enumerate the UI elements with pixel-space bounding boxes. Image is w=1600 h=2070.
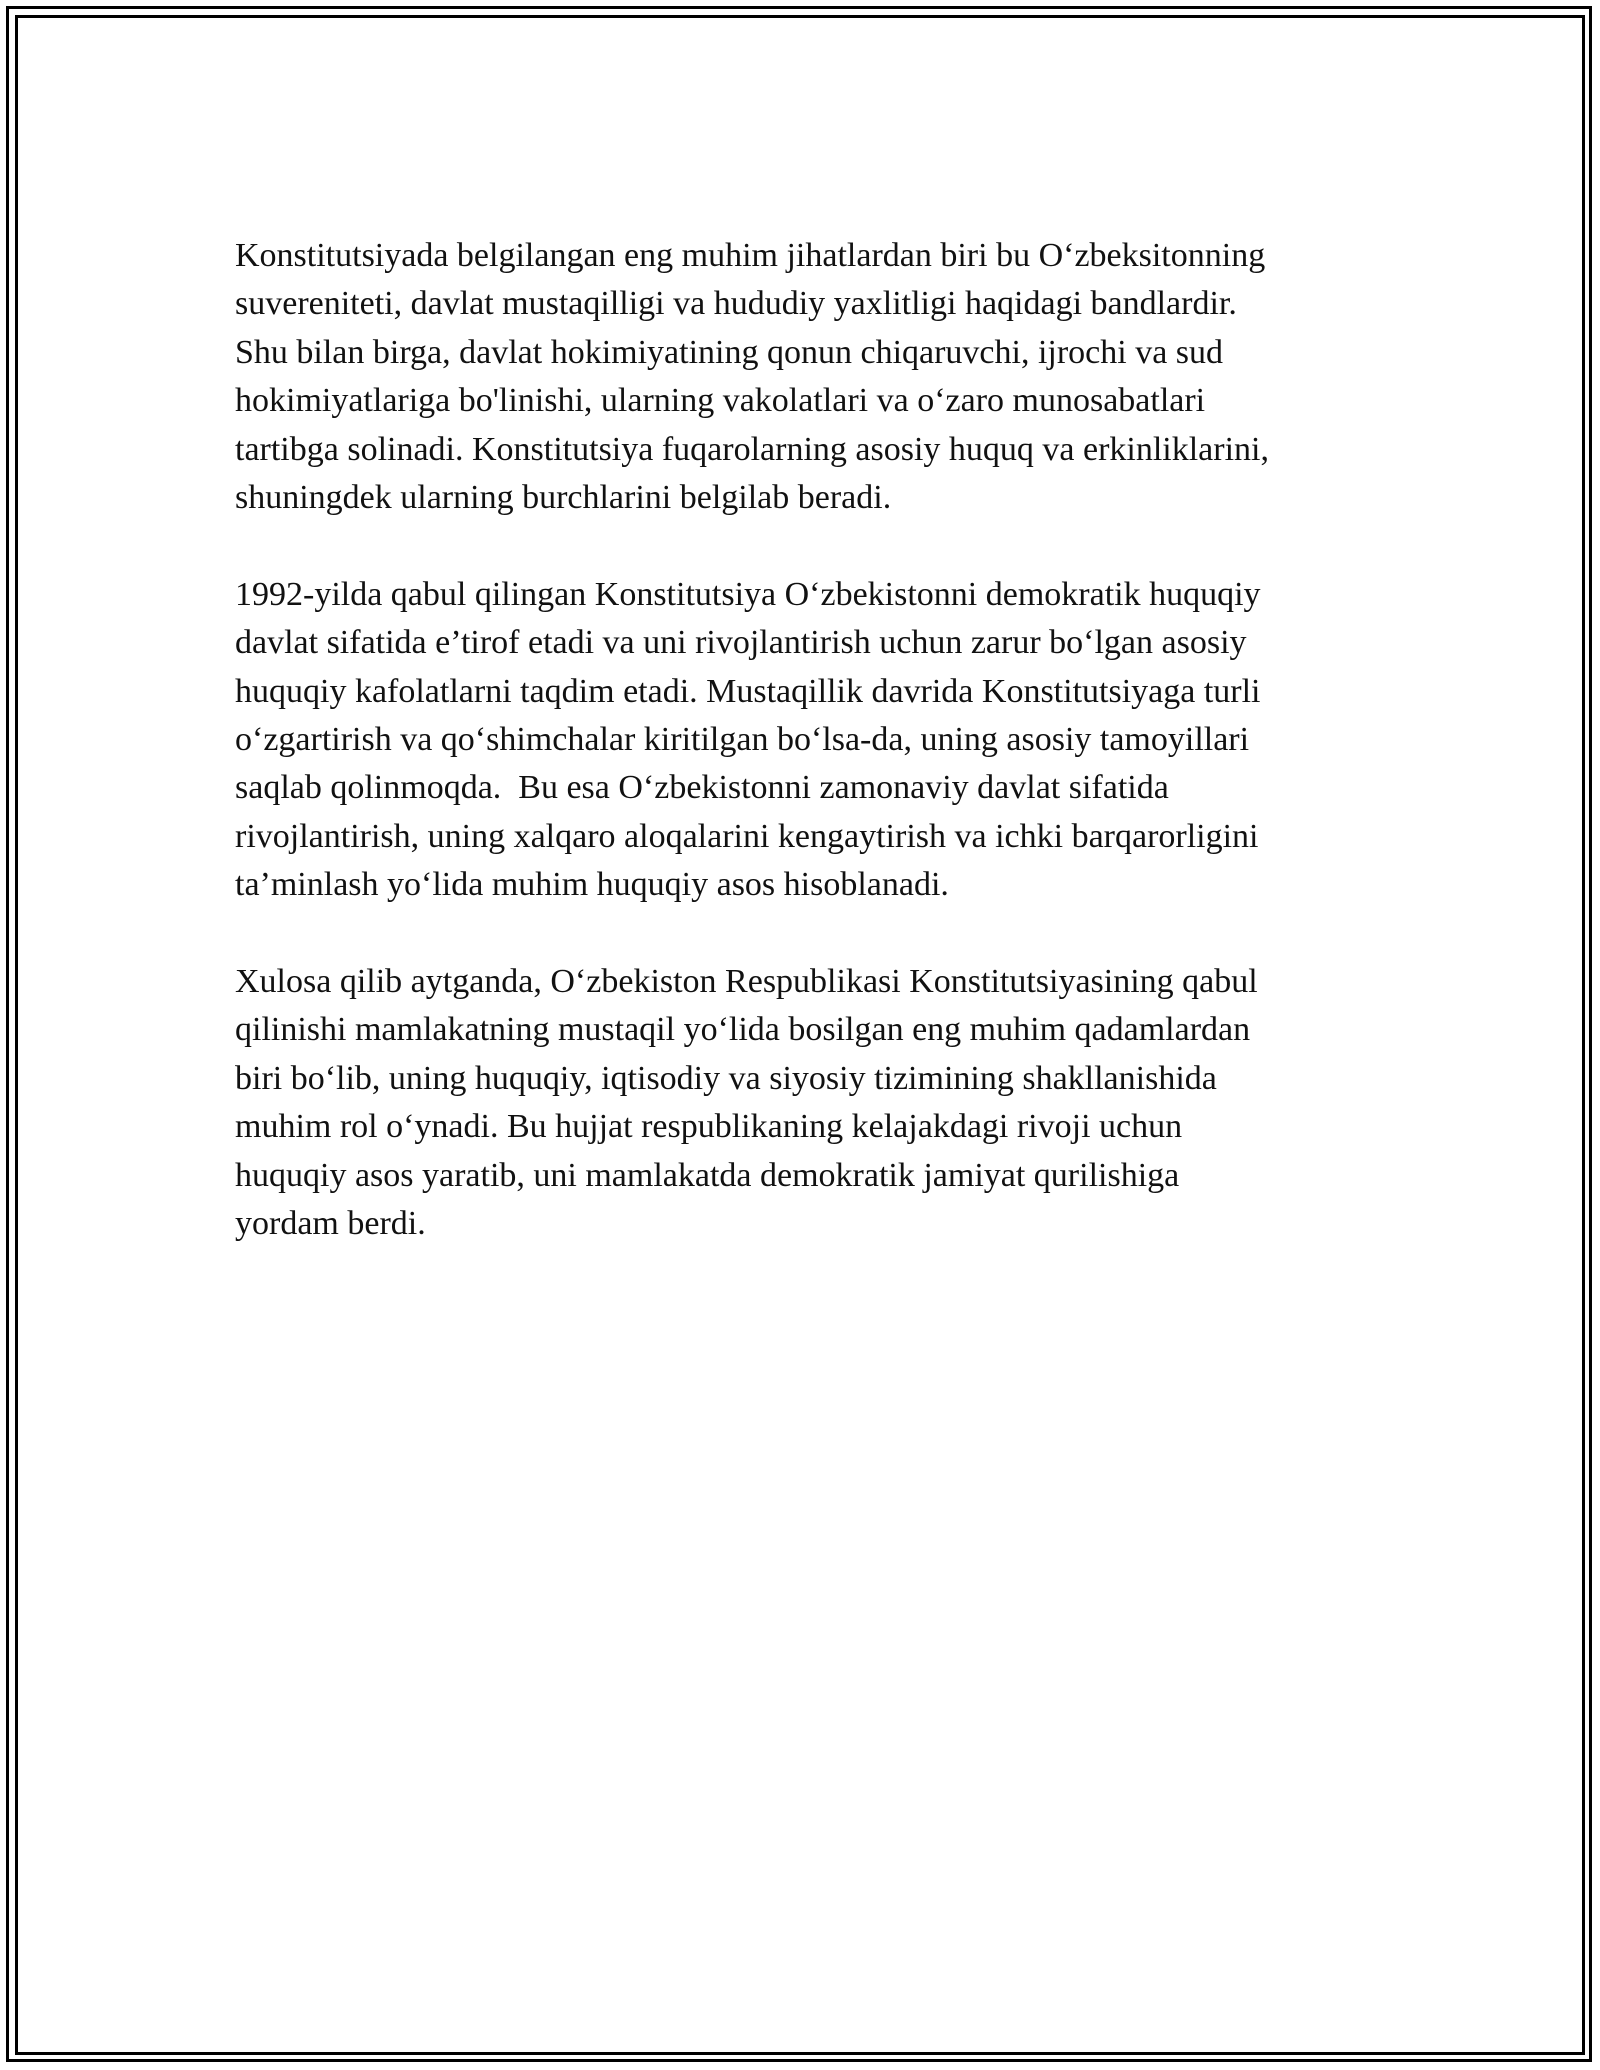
text-line: huquqiy kafolatlarni taqdim etadi. Mustaqillik davrida Konstitutsiyaga turli <box>235 672 1261 710</box>
paragraph-3 <box>235 958 1365 1248</box>
text-line: qilinishi mamlakatning mustaqil yo‘lida bosilgan eng muhim qadamlardan <box>235 1011 1251 1049</box>
text-line: saqlab qolinmoqda. Bu esa O‘zbekistonni zamonaviy davlat sifatida <box>235 769 1169 807</box>
paragraph-1 <box>235 232 1365 522</box>
paragraph-2 <box>235 571 1365 910</box>
text-line: 1992-yilda qabul qilingan Konstitutsiya O‘zbekistonni demokratik huquqiy <box>235 575 1261 613</box>
text-line: yordam berdi. <box>235 1205 426 1243</box>
text-line: ta’minlash yo‘lida muhim huquqiy asos hisoblanadi. <box>235 866 949 904</box>
text-line: Shu bilan birga, davlat hokimiyatining qonun chiqaruvchi, ijrochi va sud <box>235 333 1224 371</box>
text-line: hokimiyatlariga bo'linishi, ularning vakolatlari va o‘zaro munosabatlari <box>235 382 1206 420</box>
text-line: Konstitutsiyada belgilangan eng muhim jihatlardan biri bu O‘zbeksitonning <box>235 237 1266 274</box>
text-line: Xulosa qilib aytganda, O‘zbekiston Respublikasi Konstitutsiyasining qabul <box>235 963 1258 1001</box>
text-line: rivojlantirish, uning xalqaro aloqalarini kengaytirish va ichki barqarorligini <box>235 817 1259 855</box>
text-line: davlat sifatida e’tirof etadi va uni rivojlantirish uchun zarur bo‘lgan asosiy <box>235 624 1247 662</box>
text-line: o‘zgartirish va qo‘shimchalar kiritilgan bo‘lsa-da, uning asosiy tamoyillari <box>235 721 1250 759</box>
text-line: shuningdek ularning burchlarini belgilab beradi. <box>235 479 892 517</box>
document-body <box>235 232 1365 1297</box>
text-line: muhim rol o‘ynadi. Bu hujjat respublikaning kelajakdagi rivoji uchun <box>235 1108 1183 1146</box>
text-line: tartibga solinadi. Konstitutsiya fuqarolarning asosiy huquq va erkinliklarini, <box>235 430 1269 468</box>
text-line: huquqiy asos yaratib, uni mamlakatda demokratik jamiyat qurilishiga <box>235 1156 1180 1194</box>
text-line: biri bo‘lib, uning huquqiy, iqtisodiy va siyosiy tizimining shakllanishida <box>235 1059 1217 1097</box>
text-line: suvereniteti, davlat mustaqilligi va hududiy yaxlitligi haqidagi bandlardir. <box>235 285 1237 323</box>
